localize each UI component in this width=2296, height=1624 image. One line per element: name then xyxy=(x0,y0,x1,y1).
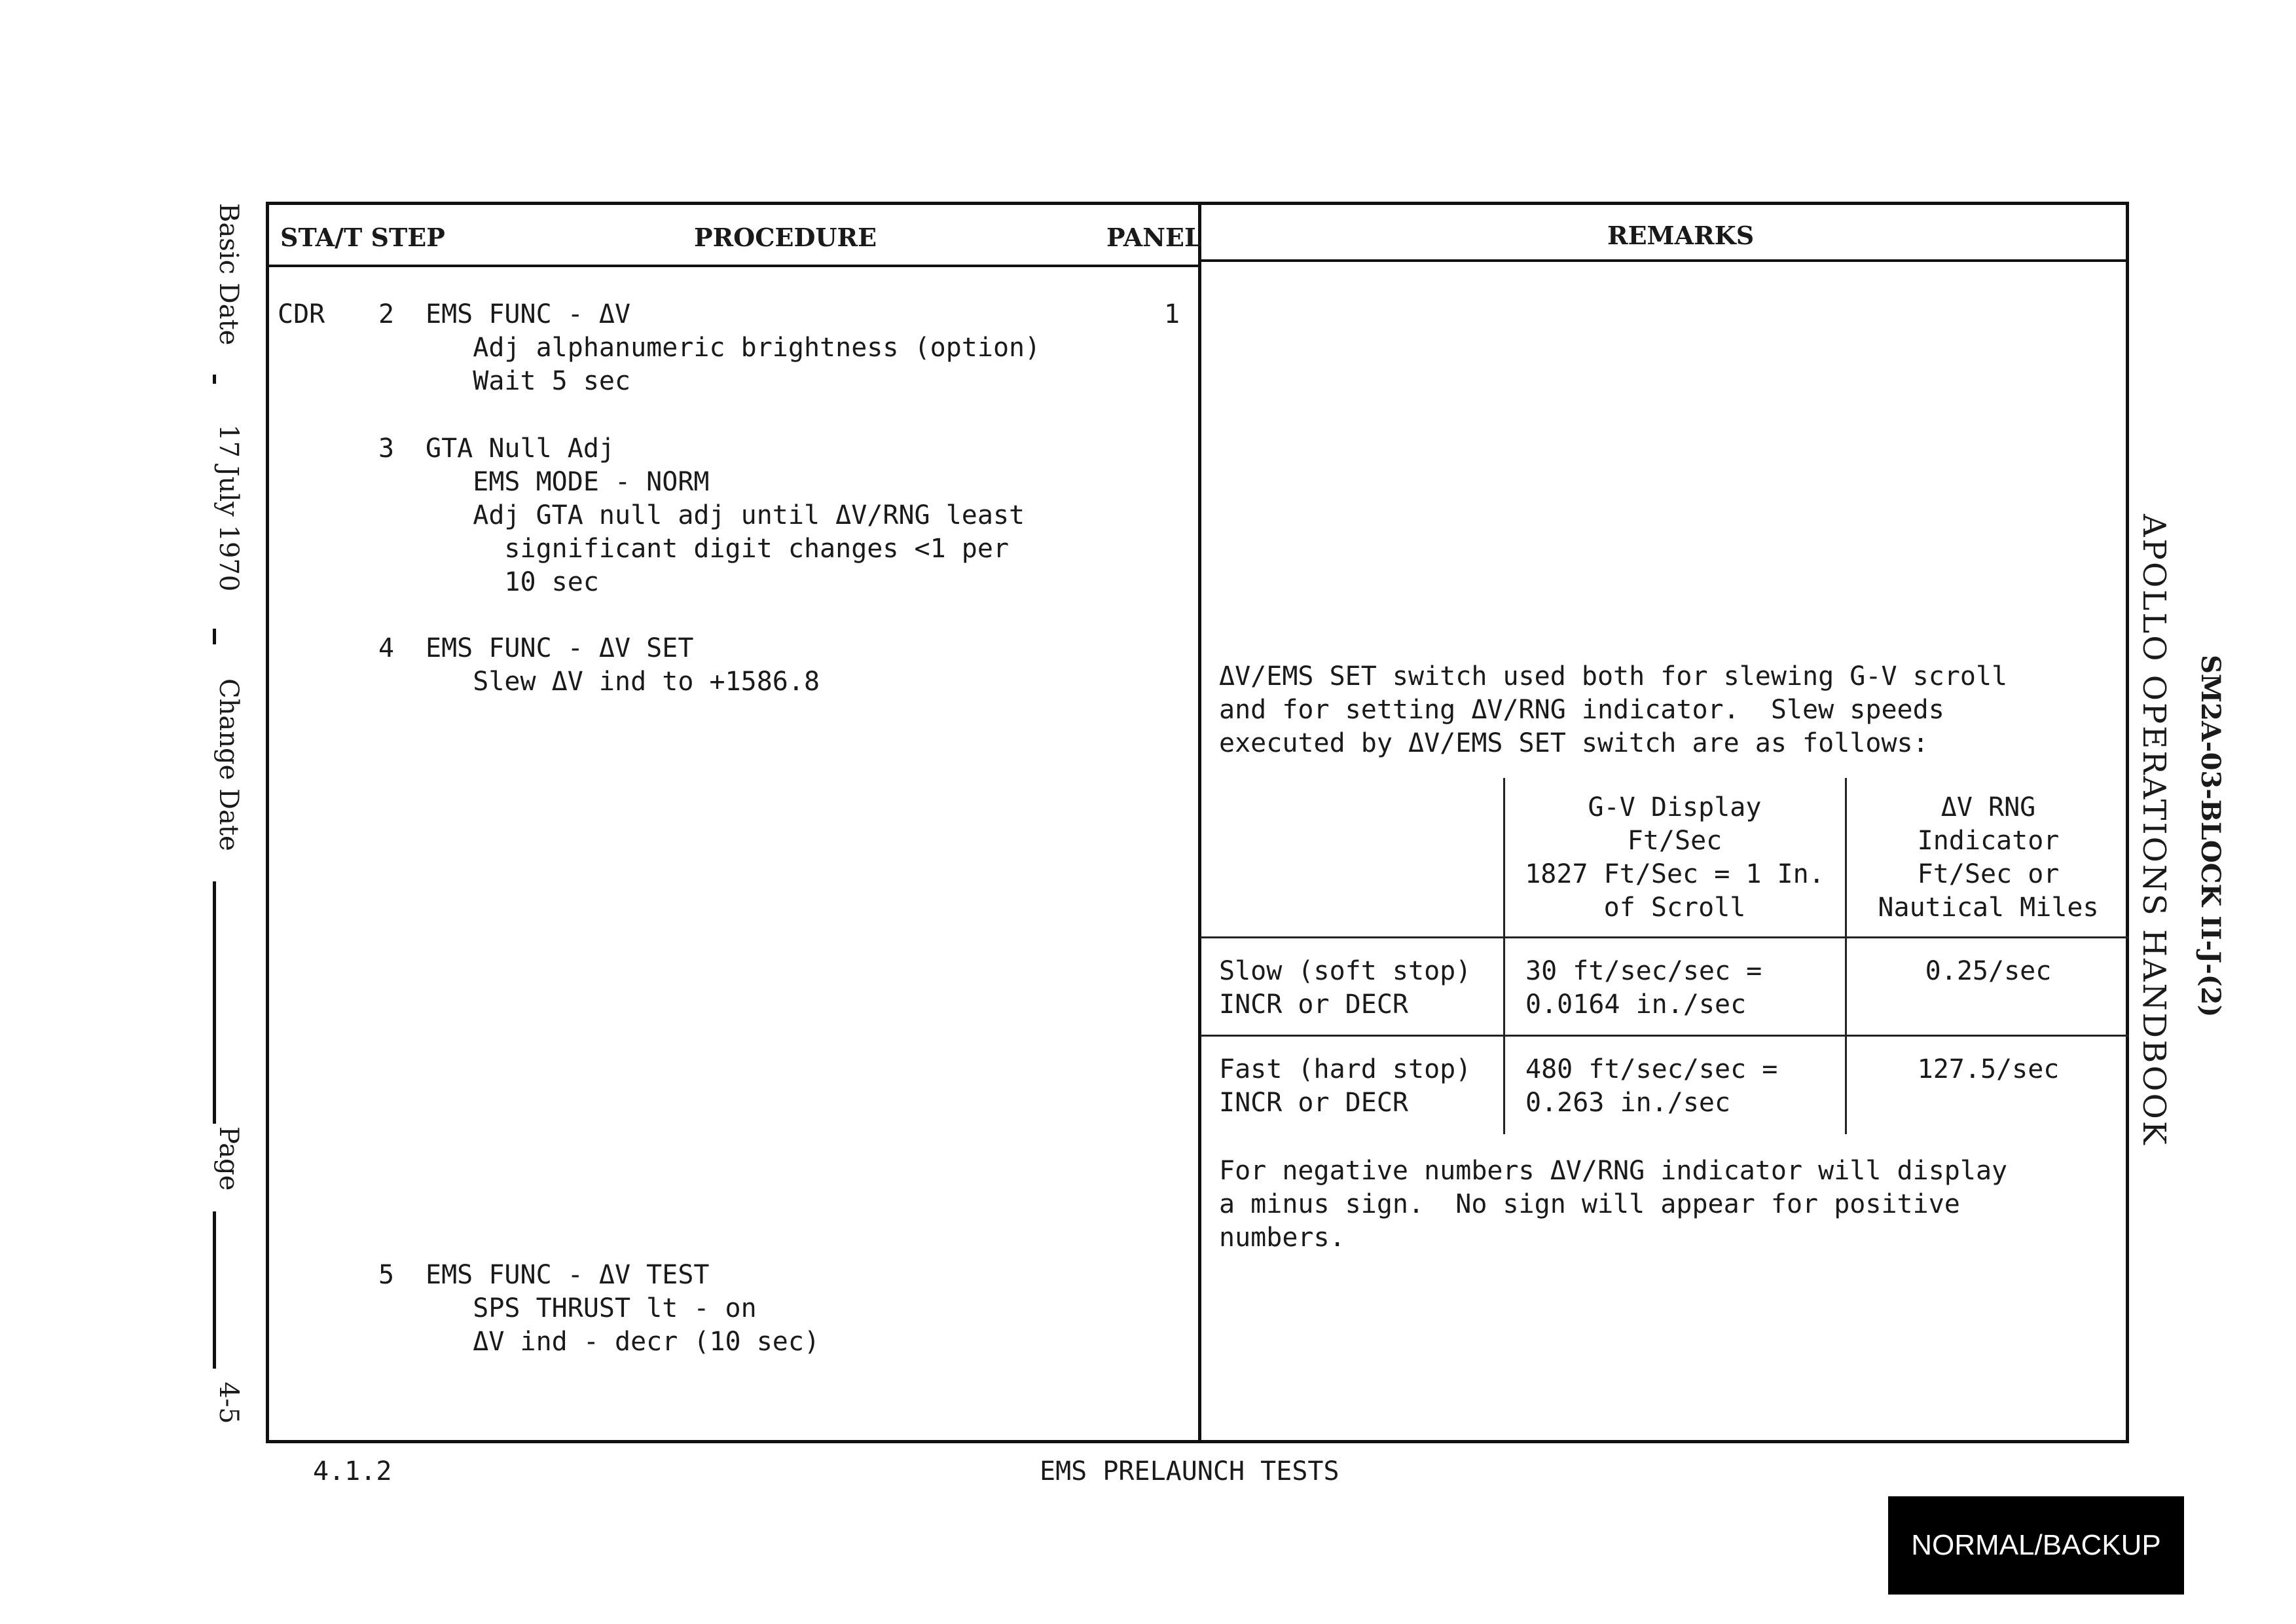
rng-value: 127.5/sec xyxy=(1917,1054,2060,1084)
document-number: SM2A-03-BLOCK II-J-(2) xyxy=(2195,655,2226,1018)
change-date-label: Change Date xyxy=(213,678,244,851)
step-3-line: 10 sec xyxy=(426,567,599,597)
step-4-line: Slew ΔV ind to +1586.8 xyxy=(426,667,820,697)
rng-header-line: Ft/Sec or xyxy=(1917,859,2060,889)
table-rule-v xyxy=(1845,778,1847,1134)
step-number: 2 xyxy=(378,299,395,329)
normal-backup-badge: NORMAL/BACKUP xyxy=(1888,1496,2184,1595)
remarks-intro-line: ΔV/EMS SET switch used both for slewing G-V scroll xyxy=(1219,661,2008,692)
step-2-line: Adj alphanumeric brightness (option) xyxy=(426,333,1041,363)
margin-rule xyxy=(213,629,216,644)
step-5-line: ΔV ind - decr (10 sec) xyxy=(426,1327,820,1357)
header-panel: PANEL xyxy=(1106,223,1202,252)
basic-date-label: Basic Date xyxy=(213,203,244,346)
row-label-line: Slow (soft stop) xyxy=(1219,956,1472,986)
gv-value-line: 0.263 in./sec xyxy=(1525,1088,1731,1118)
row-label-line: INCR or DECR xyxy=(1219,1088,1408,1118)
step-5-line: SPS THRUST lt - on xyxy=(426,1293,757,1323)
step-3-line: GTA Null Adj xyxy=(426,434,615,464)
rng-value: 0.25/sec xyxy=(1925,956,2052,986)
page-number: 4-5 xyxy=(213,1382,244,1424)
step-4-line: EMS FUNC - ΔV SET xyxy=(426,633,694,663)
table-rule-h xyxy=(1201,936,2129,938)
remarks-note-line: numbers. xyxy=(1219,1223,1345,1253)
margin-rule xyxy=(213,1211,216,1369)
rng-header-line: ΔV RNG xyxy=(1941,792,2036,822)
remarks-note-line: a minus sign. No sign will appear for positive xyxy=(1219,1189,1960,1219)
table-rule-h xyxy=(1201,1035,2129,1037)
gv-value-line: 480 ft/sec/sec = xyxy=(1525,1054,1778,1084)
rng-header-line: Nautical Miles xyxy=(1878,893,2099,923)
header-rule-left xyxy=(266,265,1199,267)
remarks-intro-line: executed by ΔV/EMS SET switch are as follows: xyxy=(1219,728,1929,758)
header-procedure: PROCEDURE xyxy=(694,223,877,252)
section-title: EMS PRELAUNCH TESTS xyxy=(1040,1456,1339,1486)
basic-date-value: 17 July 1970 xyxy=(213,424,244,592)
station-cdr: CDR xyxy=(278,299,325,329)
step-number: 4 xyxy=(378,633,395,663)
gv-header-line: 1827 Ft/Sec = 1 In. xyxy=(1525,859,1825,889)
remarks-note-line: For negative numbers ΔV/RNG indicator will display xyxy=(1219,1156,2008,1186)
step-2-line: EMS FUNC - ΔV xyxy=(426,299,631,329)
remarks-intro-line: and for setting ΔV/RNG indicator. Slew speeds xyxy=(1219,695,1944,725)
margin-rule xyxy=(213,375,216,384)
step-number: 3 xyxy=(378,434,395,464)
row-label-line: Fast (hard stop) xyxy=(1219,1054,1472,1084)
step-3-line: EMS MODE - NORM xyxy=(426,467,710,497)
header-sta-step: STA/T STEP xyxy=(280,223,445,252)
handbook-title: APOLLO OPERATIONS HANDBOOK xyxy=(2136,514,2172,1147)
step-number: 5 xyxy=(378,1260,395,1290)
gv-header-line: Ft/Sec xyxy=(1627,826,1722,856)
step-2-line: Wait 5 sec xyxy=(426,366,631,396)
step-3-line: Adj GTA null adj until ΔV/RNG least xyxy=(426,500,1025,530)
step-3-line: significant digit changes <1 per xyxy=(426,534,1010,564)
page-label: Page xyxy=(213,1126,244,1191)
section-number: 4.1.2 xyxy=(313,1456,392,1486)
column-divider xyxy=(1198,202,1201,1443)
header-rule-right xyxy=(1198,259,2129,262)
header-remarks: REMARKS xyxy=(1607,221,1755,250)
panel-number: 1 xyxy=(1164,299,1180,329)
gv-header-line: G-V Display xyxy=(1588,792,1762,822)
gv-header-line: of Scroll xyxy=(1603,893,1746,923)
table-rule-v xyxy=(1503,778,1505,1134)
left-margin xyxy=(204,203,244,1447)
gv-value-line: 0.0164 in./sec xyxy=(1525,989,1747,1020)
rng-header-line: Indicator xyxy=(1917,826,2060,856)
gv-value-line: 30 ft/sec/sec = xyxy=(1525,956,1762,986)
row-label-line: INCR or DECR xyxy=(1219,989,1408,1020)
step-5-line: EMS FUNC - ΔV TEST xyxy=(426,1260,710,1290)
margin-rule xyxy=(213,881,216,1124)
